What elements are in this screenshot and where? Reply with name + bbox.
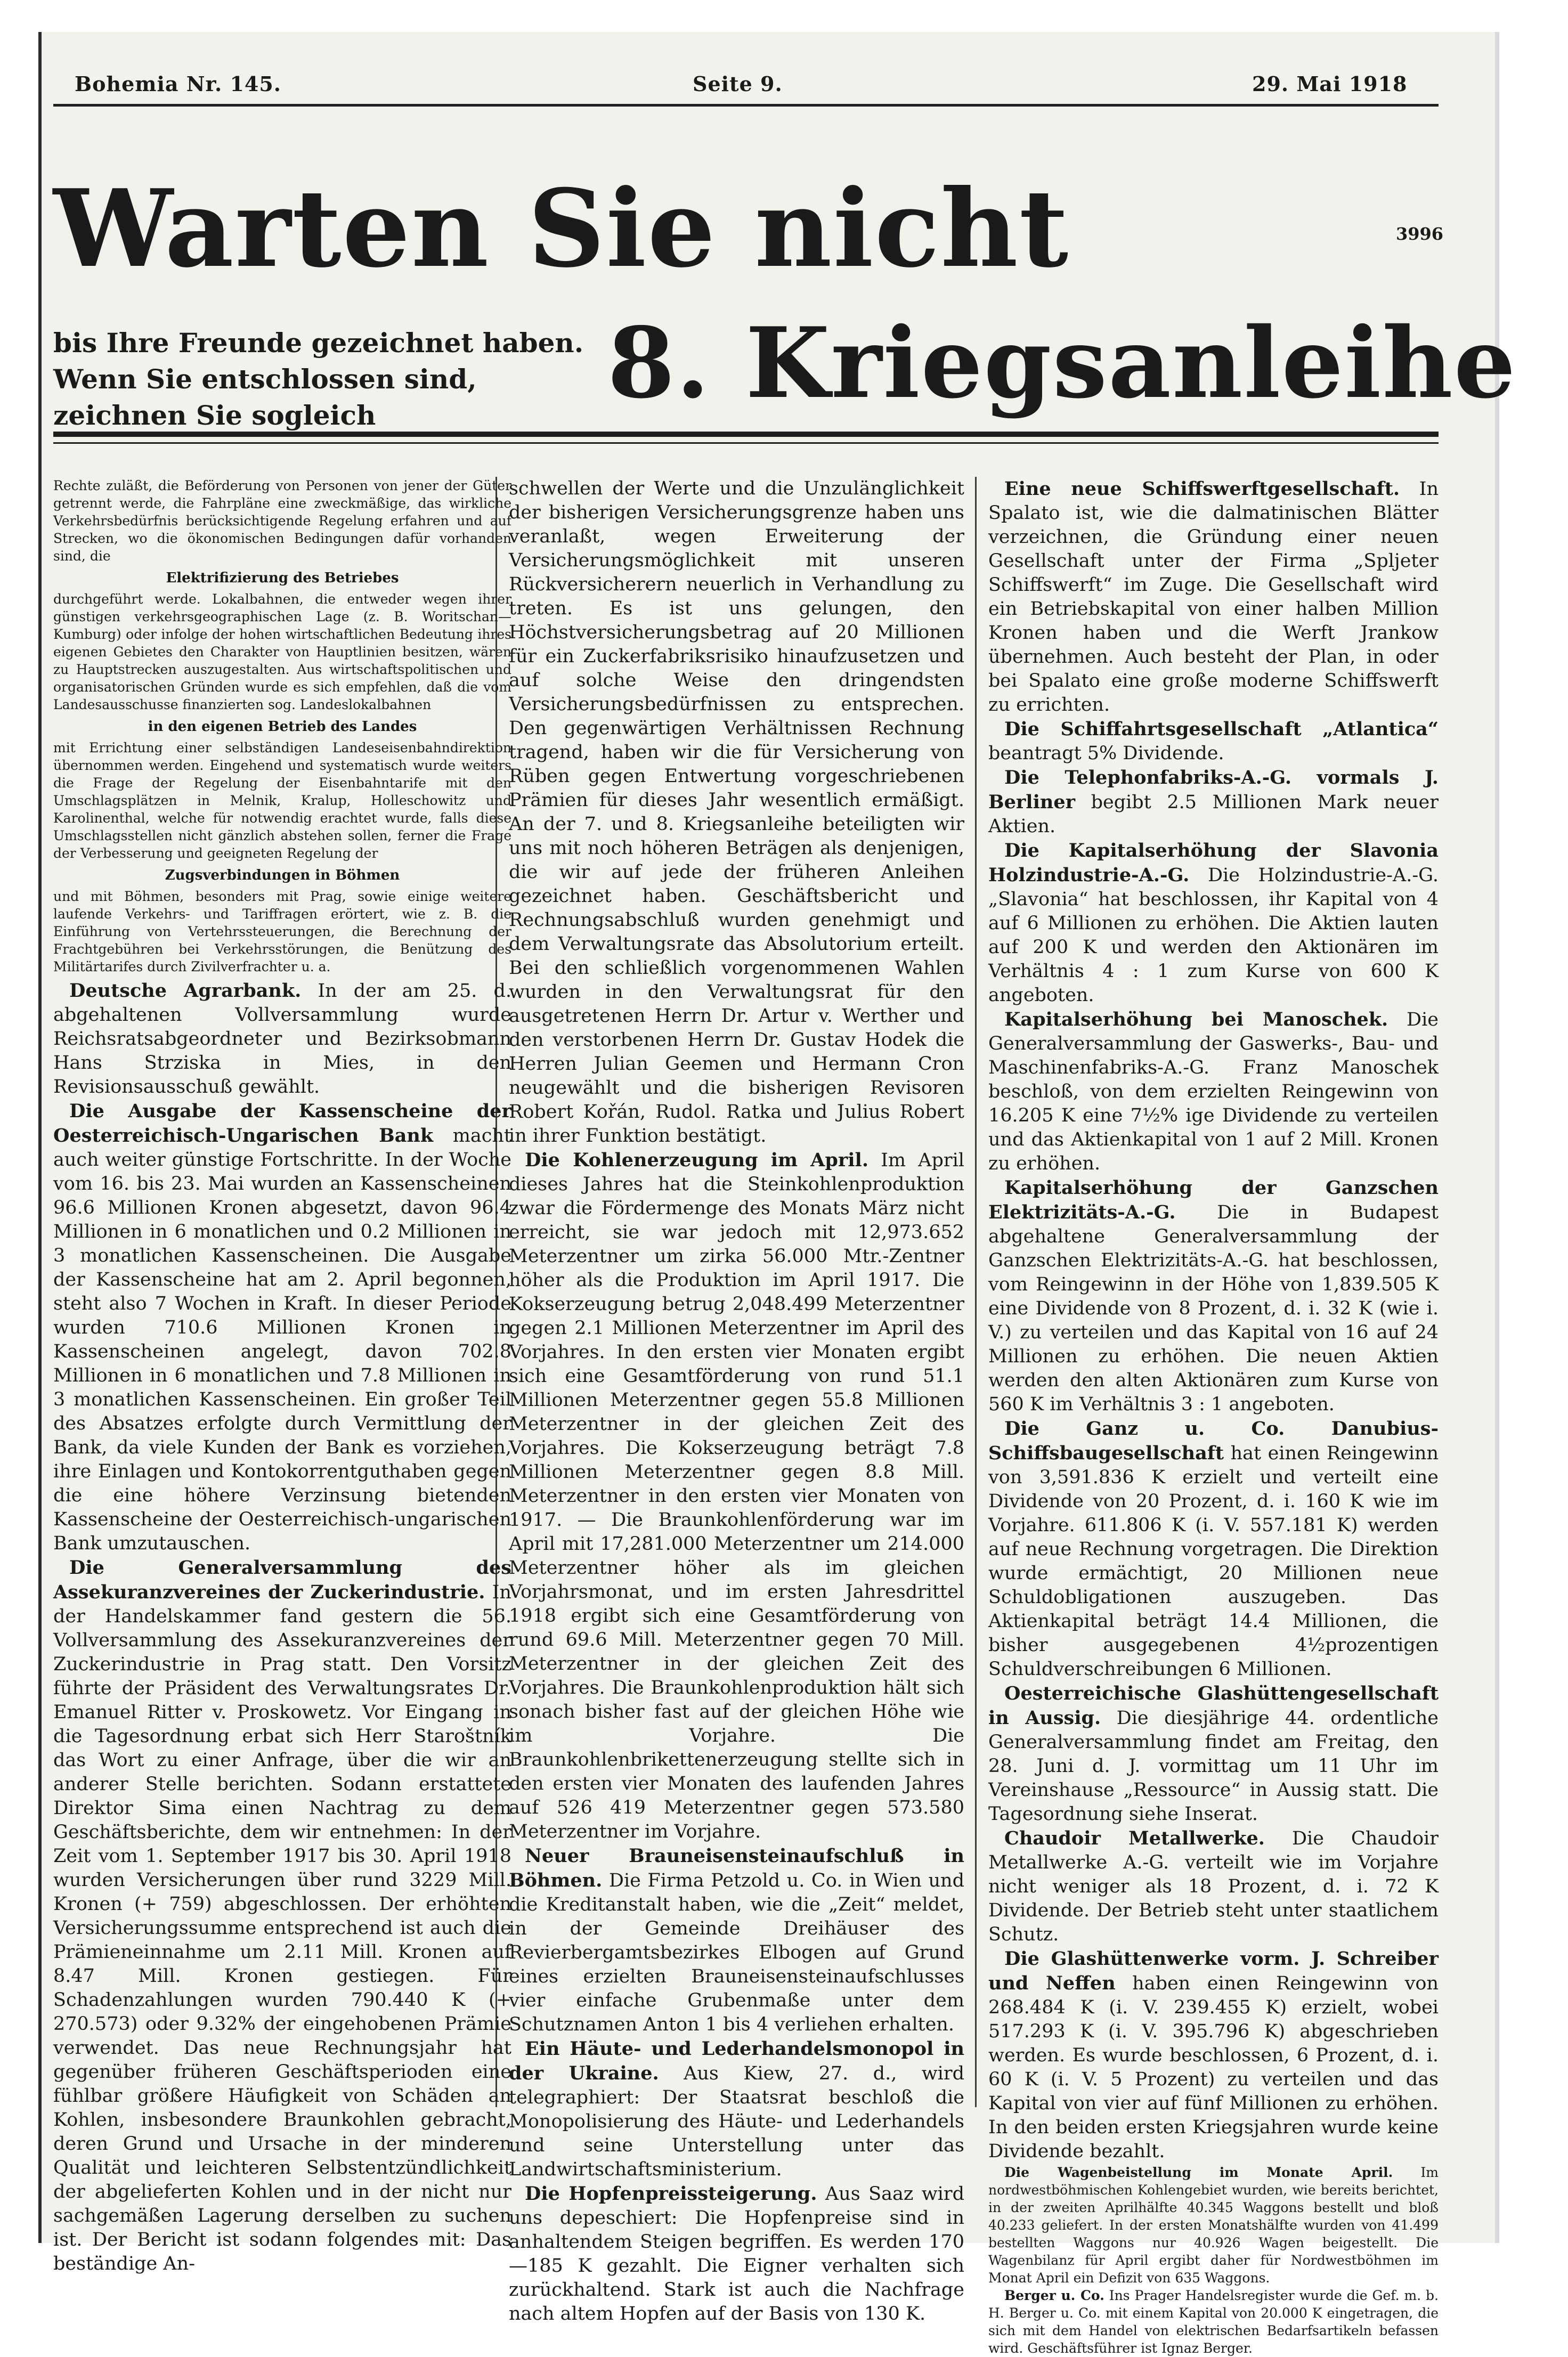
article-paragraph <box>988 1947 1439 2164</box>
subheading: Zugsverbindungen in Böhmen <box>165 867 400 883</box>
issue-date: 29. Mai 1918 <box>1252 72 1408 96</box>
ad-rule-thin <box>53 442 1439 444</box>
article-title: Die Telephonfabriks-A.-G. vormals J. Berliner <box>988 767 1439 813</box>
article-paragraph <box>53 1099 511 1556</box>
article-body: Die Generalversammlung der Gaswerks-, Bau- und Maschinenfabriks-A.-G. Franz Manoschek beschloß, von dem erzielten Reingewinn von 16.205 K eine 7½% ige Dividende zu verteilen und das Aktienkapital von 1 auf 2 Mill. Kronen zu erhöhen. <box>988 1009 1439 1174</box>
article-paragraph <box>988 2164 1439 2287</box>
article-body: Die Firma Petzold u. Co. in Wien und die Kreditanstalt haben, wie die „Zeit“ meldet, in der Gemeinde Dreihäuser des Revierbergamtsbezirkes Elbogen auf Grund eines erzielten Brauneisensteinaufschlusses vier einfache Grubenmaße unter dem Schutznamen Anton 1 bis 4 verliehen erhalten. <box>509 1870 964 2035</box>
article-title: Eine neue Schiffswerftgesellschaft. <box>1004 478 1400 500</box>
article-body: macht auch weiter günstige Fortschritte. In der Woche vom 16. bis 23. Mai wurden an Kassenscheinen 96.6 Millionen Kronen abgesetzt, davon 96.4 Millionen in 6 monatlichen und 0.2 Millionen in 3 monatlichen Kassenscheinen. Die Ausgabe der Kassenscheine hat am 2. April begonnen, steht also 7 Wochen in Kraft. In dieser Periode wurden 710.6 Millionen Kronen in Kassenscheinen angelegt, davon 702.8 Millionen in 6 monatlichen und 7.8 Millionen in 3 monatlichen Kassenscheinen. Ein großer Teil des Absatzes erfolgte durch Vermittlung der Bank, da viele Kunden der Bank es vorziehen, ihre Einlagen und Kontokorrentguthaben gegen die eine höhere Verzinsung bietenden Kassenscheine der Oesterreichisch-ungarischen Bank umzutauschen. <box>53 1125 511 1554</box>
article-title: Die Generalversammlung des Assekuranzvereines der Zuckerindustrie. <box>53 1557 511 1603</box>
article-paragraph <box>988 1007 1439 1176</box>
article-body: Ins Prager Handelsregister wurde die Gef. m. b. H. Berger u. Co. mit einem Kapital von 20.000 K eingetragen, die sich mit dem Handel von elektrischen Bedarfsartikeln befassen wird. Geschäftsführer ist Ignaz Berger. <box>988 2288 1439 2356</box>
article-title: Die Hopfenpreissteigerung. <box>525 2183 817 2205</box>
article-body: Die Holzindustrie-A.-G. „Slavonia“ hat beschlossen, ihr Kapital von 4 auf 6 Millionen zu erhöhen. Die Aktien lauten auf 200 K und werden den Aktionären im Verhältnis 4 : 1 zum Kurse von 600 K angeboten. <box>988 865 1439 1006</box>
article-body: Aus Kiew, 27. d., wird telegraphiert: Der Staatsrat beschloß die Monopolisierung des Häute- und Lederhandels und seine Unterstellung unter das Landwirtschaftsministerium. <box>509 2063 965 2180</box>
subheading: Elektrifizierung des Betriebes <box>166 570 399 586</box>
subheading: in den eigenen Betrieb des Landes <box>148 719 417 735</box>
article-title: Deutsche Agrarbank. <box>69 980 302 1002</box>
column-divider-2 <box>975 477 977 2107</box>
column-3 <box>988 477 1439 2356</box>
article-title: Die Ausgabe der Kassenscheine der Oesterreichisch-Ungarischen Bank <box>53 1100 511 1147</box>
article-title: Die Ganz u. Co. Danubius-Schiffsbaugesellschaft <box>988 1418 1439 1464</box>
article-title: Die Kohlenerzeugung im April. <box>525 1149 869 1171</box>
article-text: und mit Böhmen, besonders mit Prag, sowie einige weitere laufende Verkehrs- und Tariffragen erörtert, wie z. B. die Einführung von Vertehrssteuerungen, die Berechnung der Frachtgebühren bei Verkehrsstörungen, die Benützung des Militärtarifes durch Zivilverfrachter u. a. <box>53 889 511 974</box>
article-title: Die Kapitalserhöhung der Slavonia Holzindustrie-A.-G. <box>988 840 1439 886</box>
article-paragraph <box>988 1826 1439 1947</box>
article-paragraph <box>988 717 1439 766</box>
ad-rule-thick <box>53 432 1439 437</box>
article-body: Die diesjährige 44. ordentliche Generalversammlung findet am Freitag, den 28. Juni d. J. vormittag um 11 Uhr im Vereinshause „Ressource“ in Aussig statt. Die Tagesordnung siehe Inserat. <box>988 1708 1439 1825</box>
page-edge-left <box>38 32 42 2243</box>
article-paragraph <box>988 2287 1439 2357</box>
article-text: durchgeführt werde. Lokalbahnen, die entweder wegen ihrer günstigen verkehrsgeographischen Lage (z. B. Woritschan—Kumburg) oder infolge der hohen wirtschaftlichen Bedeutung ihres eigenen Gebietes den Charakter von Hauptlinien besitzen, wären zu Hauptstrecken auszugestalten. Aus wirtschaftspolitischen und organisatorischen Gründen wurde es sich empfehlen, daß die vom Landesausschusse finanzierten sog. Landeslokalbahnen <box>53 591 511 712</box>
article-title: Ein Häute- und Lederhandelsmonopol in der Ukraine. <box>509 2038 964 2084</box>
article-paragraph <box>988 477 1439 717</box>
article-body: begibt 2.5 Millionen Mark neuer Aktien. <box>988 792 1439 837</box>
article-title: Neuer Brauneisensteinaufschluß in Böhmen. <box>509 1845 964 1891</box>
article-paragraph <box>988 1417 1439 1681</box>
article-body: Aus Saaz wird uns depeschiert: Die Hopfenpreise sind in anhaltendem Steigen begriffen. Es werden 170—185 K gezahlt. Die Eigner verhalten sich zurückhaltend. Stark ist auch die Nachfrage nach altem Hopfen auf der Basis von 130 K. <box>509 2183 964 2325</box>
masthead-issue: Bohemia Nr. 145. <box>75 72 282 96</box>
article-title: Kapitalserhöhung der Ganzschen Elektrizitäts-A.-G. <box>988 1177 1439 1223</box>
article-body: haben einen Reingewinn von 268.484 K (i. V. 239.455 K) erzielt, wobei 517.293 K (i. V. 395.796 K) abgeschrieben werden. Es wurde beschlossen, 6 Prozent, d. i. 60 K (i. V. 5 Prozent) zu verteilen und das Kapital von vier auf fünf Millionen zu erhöhen. In den beiden ersten Kriegsjahren wurde keine Dividende bezahlt. <box>988 1973 1439 2162</box>
article-paragraph <box>988 1176 1439 1417</box>
article-body: beantragt 5% Dividende. <box>988 743 1224 764</box>
article-paragraph <box>988 1681 1439 1826</box>
article-paragraph <box>53 979 511 1099</box>
article-body: In Spalato ist, wie die dalmatinischen Blätter verzeichnen, die Gründung einer neuen Gesellschaft unter der Firma „Spljeter Schiffswerft“ im Zuge. Die Gesellschaft wird ein Betriebskapital von einer halben Million Kronen haben und die Werft Jrankow übernehmen. Auch besteht der Plan, in oder bei Spalato eine große moderne Schiffswerft zu errichten. <box>988 478 1439 716</box>
article-paragraph <box>53 1556 511 2276</box>
article-body: In der Handelskammer fand gestern die 56. Vollversammlung des Assekuranzvereines der Zuckerindustrie in Prag statt. Den Vorsitz führte der Präsident des Verwaltungsrates Dr. Emanuel Ritter v. Proskowetz. Vor Eingang in die Tagesordnung erbat sich Herr Staroštník das Wort zu einer Anfrage, über die wir an anderer Stelle berichten. Sodann erstattete Direktor Sima einen Nachtrag zu dem Geschäftsberichte, dem wir entnehmen: In der Zeit vom 1. September 1917 bis 30. April 1918 wurden Versicherungen über rund 3229 Mill. Kronen (+ 759) abgeschlossen. Der erhöhten Versicherungssumme entsprechend ist auch die Prämieneinnahme um 2.11 Mill. Kronen auf 8.47 Mill. Kronen gestiegen. Für Schadenzahlungen wurden 790.440 K (+ 270.573) oder 9.32% der eingehobenen Prämie verwendet. Das neue Rechnungsjahr hat gegenüber früheren Geschäftsperioden eine fühlbar größere Häufigkeit von Schäden an Kohlen, insbesondere Braunkohlen gebracht, deren Grund und Ursache in der minderen Qualität und leichteren Selbstentzündlichkeit der abgelieferten Kohlen und in der nicht nur sachgemäßen Lagerung derselben zu suchen ist. Der Bericht ist sodann folgendes mit: Das beständige An- <box>53 1582 511 2274</box>
article-body: Im nordwestböhmischen Kohlengebiet wurden, wie bereits berichtet, in der zweiten Aprilhälfte 40.345 Waggons bestellt und bloß 40.233 geliefert. In der ersten Monatshälfte wurden von 41.499 bestellten Waggons nur 40.926 Wagen beigestellt. Die Wagenbilanz für April ergibt daher für Nordwestböhmen im Monat April ein Defizit von 635 Waggons. <box>988 2165 1439 2286</box>
article-paragraph <box>988 839 1439 1007</box>
page-number: Seite 9. <box>693 72 783 96</box>
column-2 <box>509 477 965 2325</box>
article-title: Oesterreichische Glashüttengesellschaft in Aussig. <box>988 1683 1439 1729</box>
article-body: Die in Budapest abgehaltene Generalversammlung der Ganzschen Elektrizitäts-A.-G. hat beschlossen, vom Reingewinn in der Höhe von 1,839.505 K eine Dividende von 8 Prozent, d. i. 32 K (wie i. V.) zu verteilen und das Kapital von 16 auf 24 Millionen zu erhöhen. Die neuen Aktien werden den alten Aktionären zum Kurse von 560 K im Verhältnis 3 : 1 angeboten. <box>988 1202 1439 1415</box>
article-paragraph <box>509 1148 964 1844</box>
article-body: hat einen Reingewinn von 3,591.836 K erzielt und verteilt eine Dividende von 20 Prozent, d. i. 160 K wie im Vorjahre. 611.806 K (i. V. 557.181 K) werden auf neue Rechnung vorgetragen. Die Direktion wurde ermächtigt, 20 Millionen neue Schuldobligationen auszugeben. Das Aktienkapital beträgt 14.4 Millionen, die bisher ausgegebenen 4½prozentigen Schuldverschreibungen 6 Millionen. <box>988 1443 1439 1680</box>
article-body: Im April dieses Jahres hat die Steinkohlenproduktion zwar die Fördermenge des Monats März nicht erreicht, sie war jedoch mit 12,973.652 Meterzentner um zirka 56.000 Mtr.-Zentner höher als die Produktion im April 1917. Die Kokserzeugung betrug 2,048.499 Meterzentner gegen 2.1 Millionen Meterzentner im April des Vorjahres. In den ersten vier Monaten ergibt sich eine Gesamtförderung von rund 51.1 Millionen Meterzentner gegen 55.8 Millionen Meterzentner in der gleichen Zeit des Vorjahres. Die Kokserzeugung beträgt 7.8 Millionen Meterzentner gegen 8.8 Mill. Meterzentner in den ersten vier Monaten von 1917. — Die Braunkohlenförderung war im April mit 17,281.000 Meterzentner um 214.000 Meterzentner höher als im gleichen Vorjahrsmonat, und im ersten Jahresdrittel 1918 ergibt sich eine Gesamtförderung von rund 69.6 Mill. Meterzentner gegen 70 Mill. Meterzentner in der gleichen Zeit des Vorjahres. Die Braunkohlenproduktion hält sich sonach bisher fast auf der gleichen Höhe wie im Vorjahre. Die Braunkohlenbrikettenerzeugung stellte sich in den ersten vier Monaten des laufenden Jahres auf 526 419 Meterzentner gegen 573.580 Meterzentner im Vorjahre. <box>509 1150 964 1842</box>
article-title: Die Glashüttenwerke vorm. J. Schreiber und Neffen <box>988 1948 1439 1994</box>
article-paragraph <box>988 766 1439 839</box>
article-body: schwellen der Werte und die Unzulänglichkeit der bisherigen Versicherungsgrenze haben uns veranlaßt, wegen Erweiterung der Versicherungsmöglichkeit mit unseren Rückversicherern neuerlich in Verhandlung zu treten. Es ist uns gelungen, den Höchstversicherungsbetrag auf 20 Millionen für ein Zuckerfabriksrisiko hinaufzusetzen und auf solche Weise den dringendsten Versicherungsbedürfnissen zu entsprechen. Den gegenwärtigen Verhältnissen Rechnung tragend, haben wir die für Versicherung von Rüben gegen Entwertung vorgeschriebenen Prämien für dieses Jahr wesentlich ermäßigt. An der 7. und 8. Kriegsanleihe beteiligten wir uns mit noch höheren Beträgen als denjenigen, die wir auf jede der früheren Anleihen gezeichnet haben. Geschäftsbericht und Rechnungsabschluß wurden genehmigt und dem Verwaltungsrate das Absolutorium erteilt. Bei den schließlich vorgenommenen Wahlen wurden in den Verwaltungsrat für den ausgetretenen Herrn Dr. Artur v. Werther und den verstorbenen Herrn Dr. Gustav Hodek die Herren Julian Geemen und Hermann Cron neugewählt und die bisherigen Revisoren Robert Kořán, Rudol. Ratka und Julius Robert in ihrer Funktion bestätigt. <box>509 478 964 1147</box>
article-paragraph <box>509 1844 964 2037</box>
article-paragraph <box>509 2037 964 2182</box>
article-title: Die Schiffahrtsgesellschaft „Atlantica“ <box>1004 718 1439 740</box>
article-body: Die Chaudoir Metallwerke A.-G. verteilt wie im Vorjahre nicht weniger als 18 Prozent, d. i. 72 K Dividende. Der Betrieb steht unter staatlichem Schutz. <box>988 1828 1439 1945</box>
article-title: Die Wagenbeistellung im Monate April. <box>1004 2165 1393 2180</box>
ad-headline: Warten Sie nicht <box>53 166 1070 291</box>
article-title: Kapitalserhöhung bei Manoschek. <box>1004 1009 1388 1030</box>
article-body: In der am 25. d. abgehaltenen Vollversammlung wurde Reichsratsabgeordneter und Bezirksobmann Hans Strziska in Mies, in den Revisionsausschuß gewählt. <box>53 980 511 1098</box>
article-text: mit Errichtung einer selbständigen Landeseisenbahndirektion übernommen werden. Eingehend und systematisch wurde weiters die Frage der Regelung der Eisenbahntarife mit den Umschlagsplätzen in Melnik, Kralup, Holleschowitz und Karolinenthal, welche für notwendig erachtet wurde, falls diese Umschlagsstellen nicht gänzlich abstehen sollen, ferner die Frage der Verbesserung und geeigneten Regelung der <box>53 740 511 861</box>
article-text: Rechte zuläßt, die Beförderung von Personen von jener der Güter getrennt werde, die Fahrpläne eine zweckmäßige, das wirkliche Verkehrsbedürfnis berücksichtigende Regelung erfahren und auf Strecken, wo die ökonomischen Bedingungen dafür vorhanden sind, die <box>53 478 511 564</box>
header-rule <box>53 104 1439 107</box>
article-title: Berger u. Co. <box>1004 2288 1104 2303</box>
column-1 <box>53 477 511 2274</box>
article-title: Chaudoir Metallwerke. <box>1004 1827 1265 1849</box>
ad-highlight: 8. Kriegsanleihe <box>607 306 1517 420</box>
ad-code: 3996 <box>1396 224 1444 244</box>
article-paragraph <box>509 2182 964 2326</box>
ad-subline: bis Ihre Freunde gezeichnet haben. Wenn Sie entschlossen sind, zeichnen Sie sogleich <box>53 327 584 431</box>
